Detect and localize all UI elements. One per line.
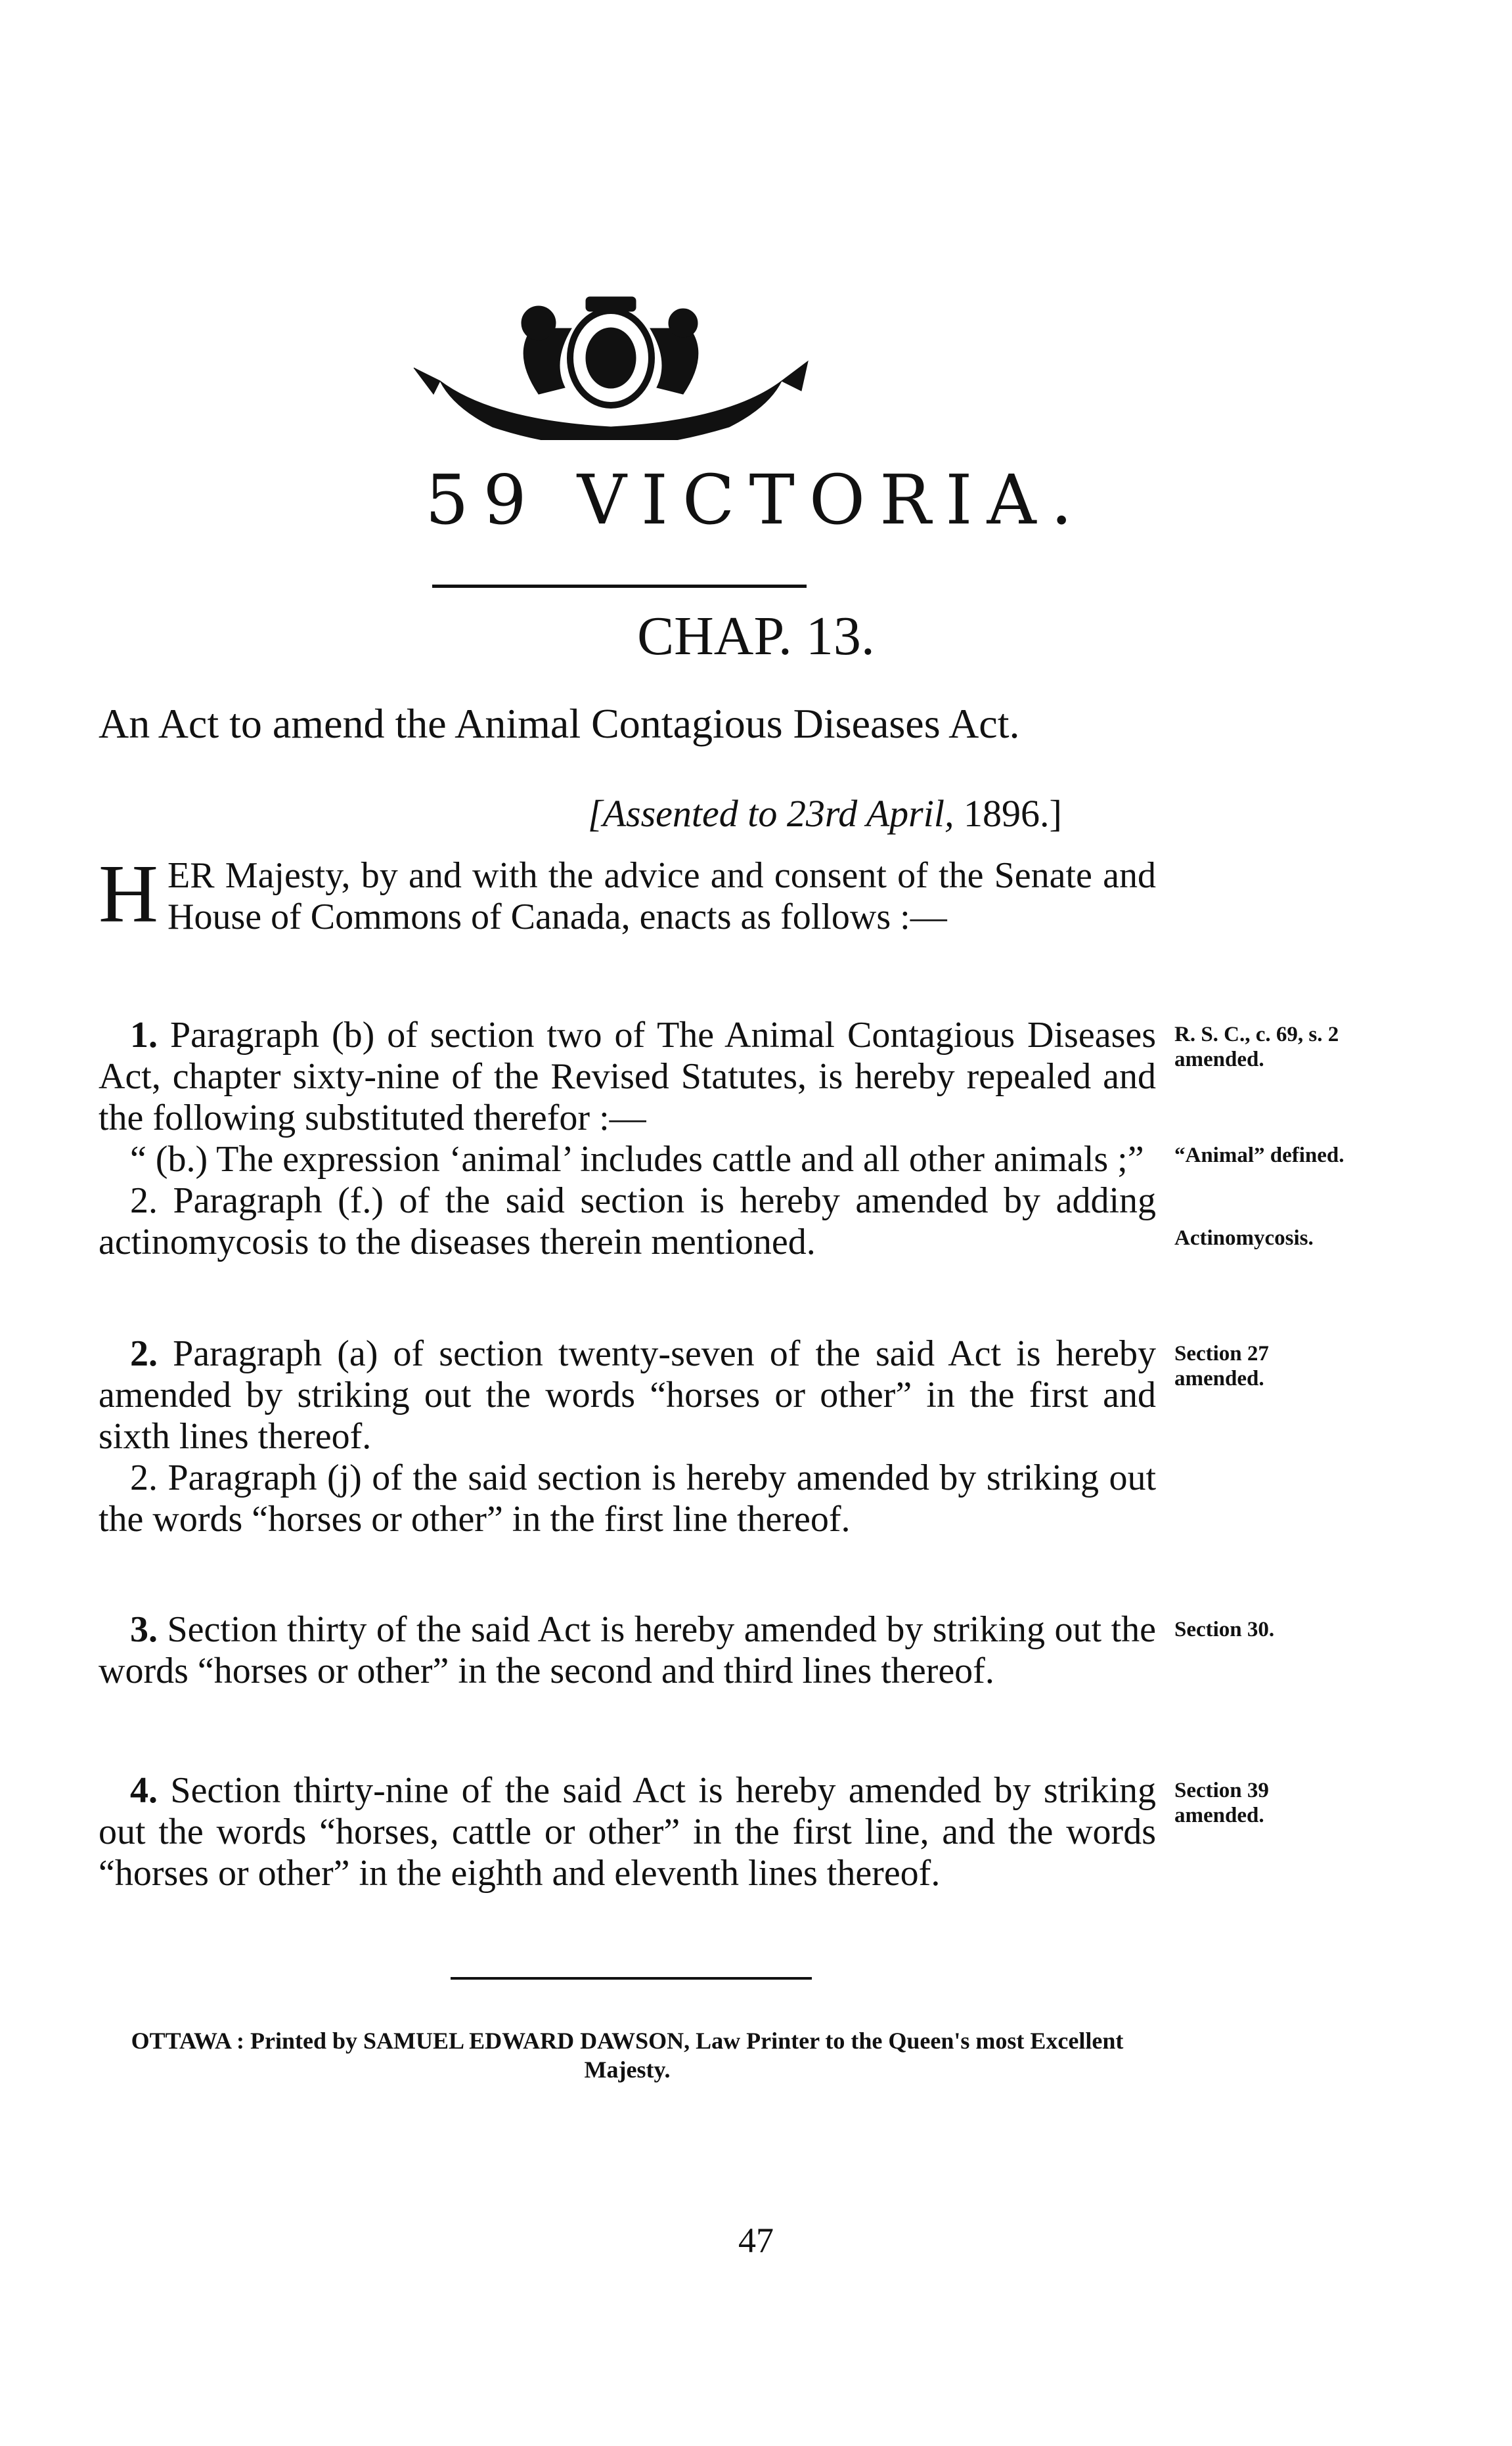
section-1-paragraph-2: “ (b.) The expression ‘animal’ includes cattle and all other animals ;”: [130, 1139, 1144, 1180]
margin-note: R. S. C., c. 69, s. 2 amended.: [1174, 1023, 1339, 1071]
preamble-dropcap: H: [99, 849, 158, 940]
margin-note: Section 30.: [1174, 1618, 1275, 1641]
section-1: [99, 1015, 1156, 1263]
section-1-paragraph-1: [99, 1015, 1156, 1139]
section-2-text: Paragraph (a) of section twenty-seven of the said Act is hereby amended by striking out the words “horses or other” in the first and sixth lines thereof.: [99, 1333, 1157, 1457]
section-3: [99, 1609, 1156, 1692]
section-1-paragraph-3: 2. Paragraph (f.) of the said section is hereby amended by adding actinomycosis to the diseases therein mentioned.: [99, 1180, 1156, 1262]
printer-imprint: OTTAWA : Printed by SAMUEL EDWARD DAWSON, Law Printer to the Queen's most Excellent Majesty.: [131, 2028, 1124, 2083]
chapter-heading: CHAP. 13.: [637, 606, 875, 667]
section-4-text: Section thirty-nine of the said Act is hereby amended by striking out the words “horses, cattle or other” in the first line, and the words “horses or other” in the eighth and eleventh lines thereof.: [99, 1770, 1156, 1894]
footer-divider: [451, 1977, 812, 1980]
preamble: [99, 849, 1156, 940]
margin-note: “Animal” defined.: [1174, 1144, 1345, 1167]
section-2: [99, 1333, 1156, 1540]
section-1-text: Paragraph (b) of section two of The Animal Contagious Diseases Act, chapter sixty-nine of the Revised Statutes, is hereby repealed and the following substituted therefor :—: [99, 1015, 1157, 1138]
section-4-paragraph-1: [99, 1770, 1156, 1894]
section-3-text: Section thirty of the said Act is hereby amended by striking out the words “horses or other” in the second and third lines thereof.: [99, 1609, 1157, 1691]
section-2-paragraph-2: 2. Paragraph (j) of the said section is hereby amended by striking out the words “horses or other” in the first line thereof.: [99, 1457, 1156, 1540]
margin-note: Section 39 amended.: [1174, 1779, 1269, 1827]
section-2-number: 2.: [130, 1333, 158, 1374]
section-3-number: 3.: [130, 1609, 158, 1650]
section-2-paragraph-1: [99, 1333, 1156, 1457]
title-divider: [432, 585, 807, 588]
page-number: 47: [738, 2221, 774, 2260]
section-4: [99, 1770, 1156, 1894]
page-title: 59 VICTORIA.: [425, 460, 1087, 540]
section-3-paragraph-1: [99, 1609, 1156, 1692]
royal-coat-of-arms-icon: [342, 282, 880, 440]
section-1-number: 1.: [130, 1015, 158, 1056]
margin-note: Actinomycosis.: [1174, 1226, 1314, 1250]
assent-prefix: [Assented to 23rd April,: [588, 792, 954, 835]
act-long-title: An Act to amend the Animal Contagious Diseases Act.: [99, 700, 1020, 747]
assent-year: 1896.]: [954, 792, 1062, 835]
margin-note: Section 27 amended.: [1174, 1342, 1269, 1390]
preamble-text: ER Majesty, by and with the advice and consent of the Senate and House of Commons of Canada, enacts as follows :—: [167, 855, 1156, 937]
section-4-number: 4.: [130, 1770, 158, 1811]
assent-date: [588, 791, 1062, 835]
